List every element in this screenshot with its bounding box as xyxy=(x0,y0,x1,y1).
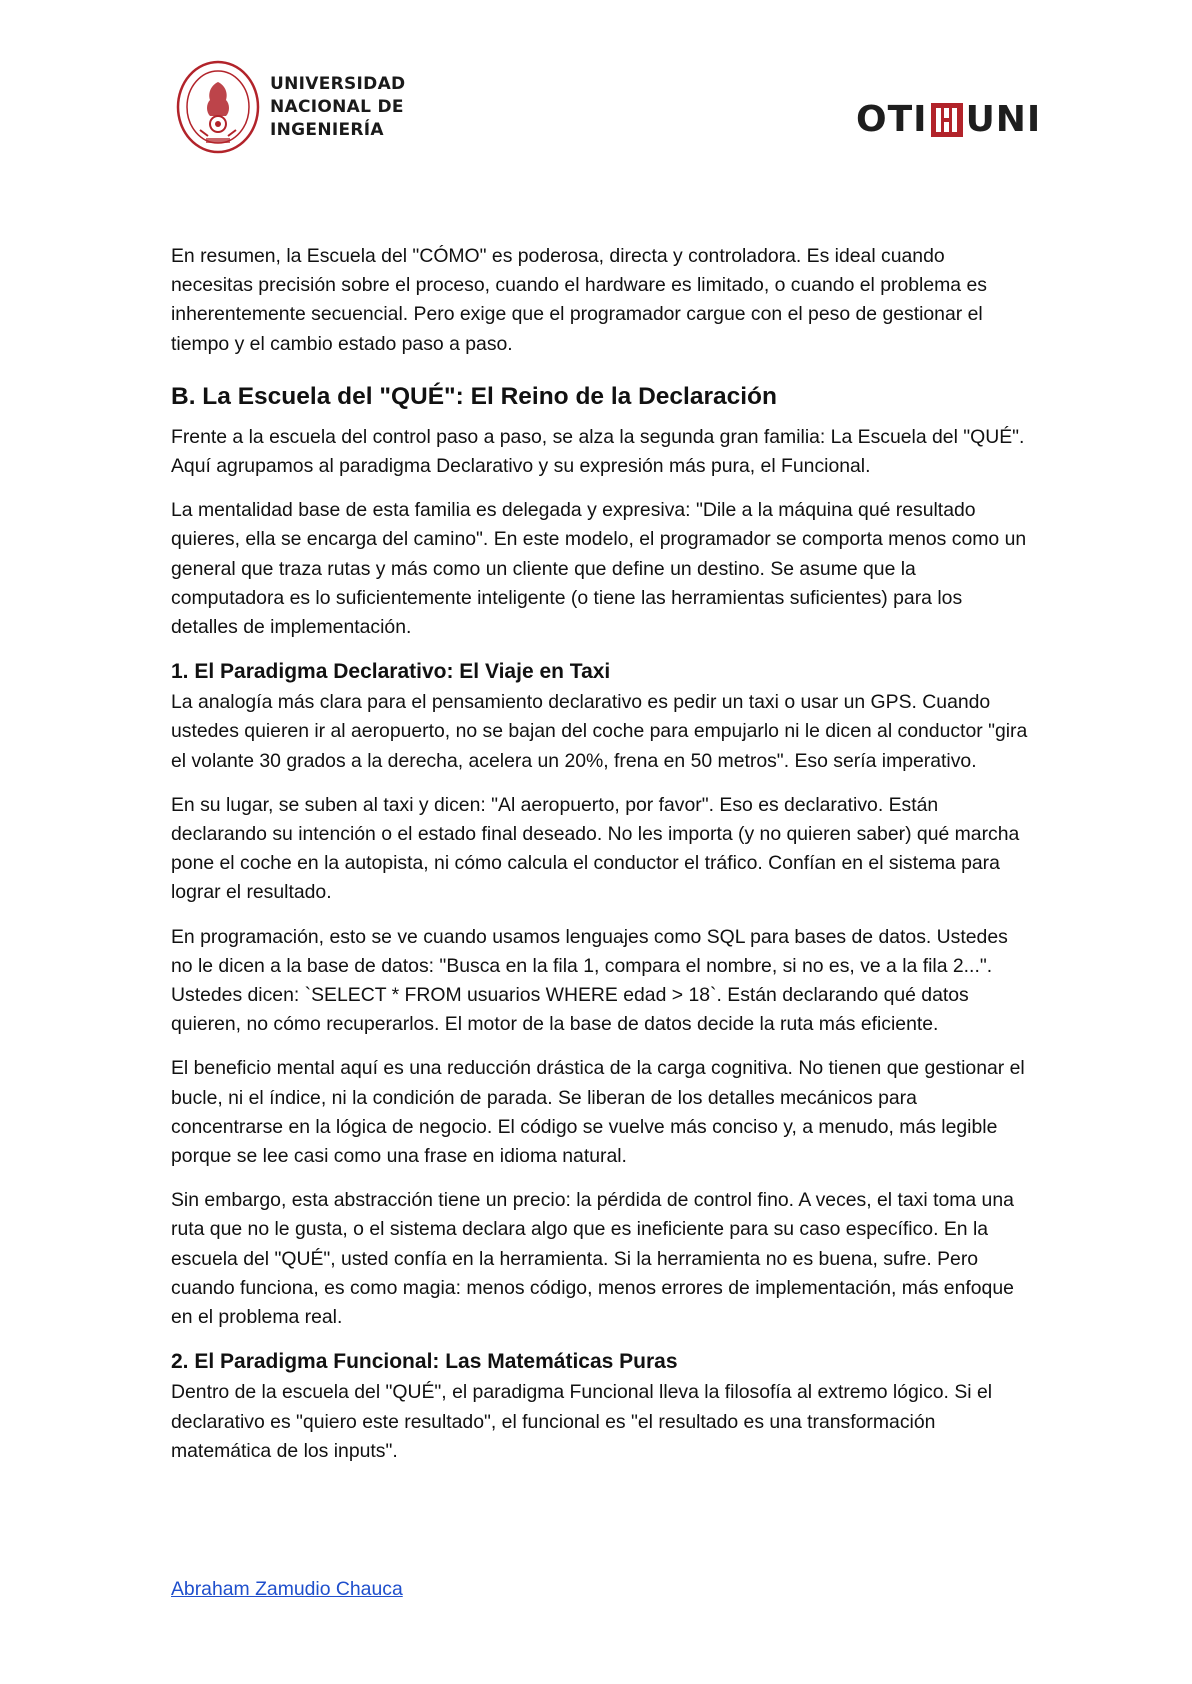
university-name xyxy=(270,73,405,142)
oti-logo-right-text: UNI xyxy=(965,99,1042,140)
subsection-1-heading: 1. El Paradigma Declarativo: El Viaje en Taxi xyxy=(171,660,611,684)
subsection-1-paragraph-3: En programación, esto se ve cuando usamos lenguajes como SQL para bases de datos. Ustedes no le dicen a la base de datos: "Busca en la fila 1, compara el nombre, si no es, ve a la fila 2...". Ustedes dicen: `SELECT * FROM usuarios WHERE edad > 18`. Están declarando qué datos quieren, no cómo recuperarlos. El motor de la base de datos decide la ruta más eficiente. xyxy=(171,925,1008,1036)
university-name-line-2: NACIONAL DE xyxy=(270,96,404,117)
subsection-2-paragraph-1: Dentro de la escuela del "QUÉ", el paradigma Funcional lleva la filosofía al extremo lógico. Si el declarativo es "quiero este resultado", el funcional es "el resultado es una transformación matemática de los inputs". xyxy=(171,1381,993,1462)
university-name-line-1: UNIVERSIDAD xyxy=(270,73,406,94)
author-link[interactable]: Abraham Zamudio Chauca xyxy=(171,1578,403,1600)
subsection-1-paragraph-5: Sin embargo, esta abstracción tiene un precio: la pérdida de control fino. A veces, el taxi toma una ruta que no le gusta, o el sistema declara algo que es ineficiente para su caso específico. En la escuela del "QUÉ", usted confía en la herramienta. Si la herramienta no es buena, sufre. Pero cuando funciona, es como magia: menos código, menos errores de implementación, más enfoque en el problema real. xyxy=(171,1189,1014,1329)
section-b-paragraph-1: Frente a la escuela del control paso a paso, se alza la segunda gran familia: La Escuela del "QUÉ". Aquí agrupamos al paradigma Declarativo y su expresión más pura, el Funcional. xyxy=(171,425,1025,478)
intro-paragraph: En resumen, la Escuela del "CÓMO" es poderosa, directa y controladora. Es ideal cuando necesitas precisión sobre el proceso, cuando el hardware es limitado, o cuando el problema es inherentemente secuencial. Pero exige que el programador cargue con el peso de gestionar el tiempo y el cambio estado paso a paso. xyxy=(171,245,987,355)
document-body xyxy=(171,242,1031,1481)
uni-logo xyxy=(176,60,405,154)
section-b-heading: B. La Escuela del "QUÉ": El Reino de la Declaración xyxy=(171,382,777,410)
subsection-1-paragraph-2: En su lugar, se suben al taxi y dicen: "Al aeropuerto, por favor". Eso es declarativo. Están declarando su intención o el estado final deseado. No les importa (y no quieren saber) qué marcha pone el coche en la autopista, ni cómo calcula el conductor el tráfico. Confían en el sistema para lograr el resultado. xyxy=(171,793,1020,904)
university-name-line-3: INGENIERÍA xyxy=(270,119,384,140)
page-header xyxy=(0,0,1192,170)
section-b-paragraph-2: La mentalidad base de esta familia es delegada y expresiva: "Dile a la máquina qué resultado quieres, ella se encarga del camino". En este modelo, el programador se comporta menos como un general que traza rutas y más como un cliente que define un destino. Se asume que la computadora es lo suficientemente inteligente (o tiene las herramientas suficientes) para los detalles de implementación. xyxy=(171,499,1027,639)
subsection-1-paragraph-1: La analogía más clara para el pensamiento declarativo es pedir un taxi o usar un GPS. Cuando ustedes quieren ir al aeropuerto, no se bajan del coche para empujarlo ni le dicen al conductor "gira el volante 30 grados a la derecha, acelera un 20%, frena en 50 metros". Eso sería imperativo. xyxy=(171,691,1028,772)
uni-seal-icon xyxy=(176,60,260,154)
oti-logo-left-text: OTI xyxy=(856,99,928,140)
oti-uni-logo xyxy=(856,100,1041,140)
subsection-2-heading: 2. El Paradigma Funcional: Las Matemáticas Puras xyxy=(171,1350,678,1374)
subsection-1-paragraph-4: El beneficio mental aquí es una reducción drástica de la carga cognitiva. No tienen que gestionar el bucle, ni el índice, ni la condición de parada. Se liberan de los detalles mecánicos para concentrarse en la lógica de negocio. El código se vuelve más conciso y, a menudo, más legible porque se lee casi como una frase en idioma natural. xyxy=(171,1057,1025,1168)
oti-mark-icon xyxy=(931,103,963,137)
